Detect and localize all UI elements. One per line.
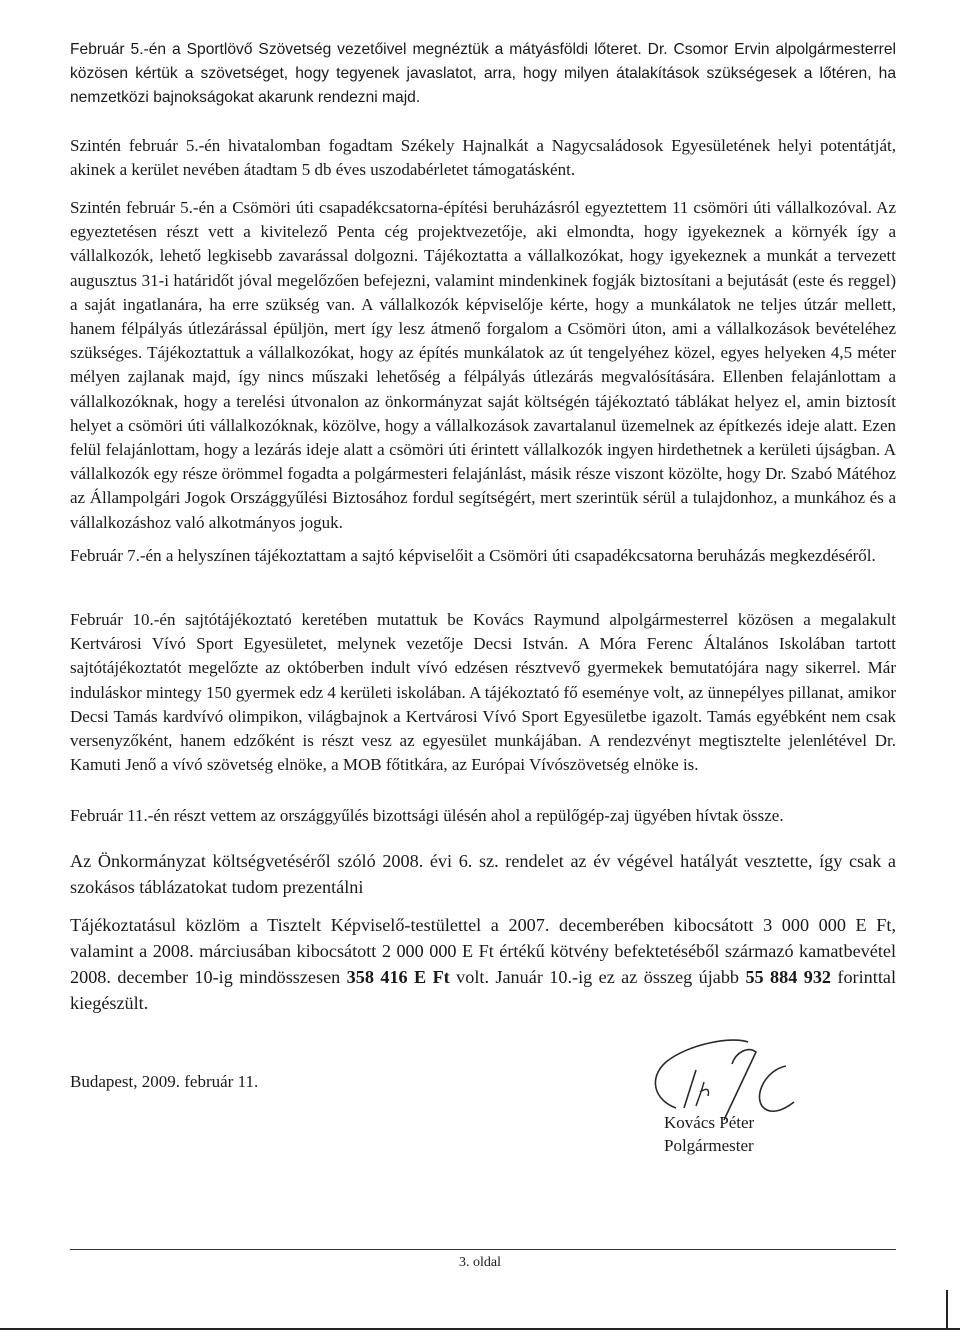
bond-text-2: volt. Január 10.-ig ez az összeg újabb [449,967,746,987]
scan-edge-mark [946,1290,948,1330]
paragraph-fencing-club: Február 10.-én sajtótájékoztató keretében mutattuk be Kovács Raymund alpolgármesterrel közösen a megalakult Kertvárosi Vívó Sport Egyesületet, melynek vezetője Decsi István. A Móra Ferenc Általános Iskolában tartott sajtótájékoztatót megelőzte az októberben indult vívó edzésen résztvevő gyermekek bemutatójára nagy sikerrel. Már induláskor mintegy 150 gyermek edz 4 kerületi iskolában. A tájékoztató fő eseménye volt, az ünnepélyes pillanat, amikor Decsi Tamás kardvívó olimpikon, világbajnok a Kertvárosi Vívó Sport Egyesületbe igazolt. Tamás egyébként nem csak versenyzőként, hanem edzőként is részt vesz az egyesület munkájában. A rendezvényt megtisztelte jelenlétével Dr. Kamuti Jenő a vívó szövetség elnöke, a MOB főtitkára, az Európai Vívószövetség elnöke is. [70,610,896,775]
bond-text-3: forinttal kiegészült. [70,967,896,1013]
signer-name: Kovács Péter [664,1113,755,1132]
paragraph-large-families-association: Szintén február 5.-én hivatalomban fogadtam Székely Hajnalkát a Nagycsaládosok Egyesületének helyi potentátját, akinek a kerület nevében átadtam 5 db éves uszodabérletet támogatásként. [70,136,896,180]
page-number: 3. oldal [459,1255,501,1270]
paragraph-shooting-range: Február 5.-én a Sportlövő Szövetség vezetőivel megnéztük a mátyásföldi lőteret. Dr. Csomor Ervin alpolgármesterrel közösen kértük a szövetséget, hogy tegyenek javaslatot, arra, hogy milyen átalakítások szükségesek a lőtéren, ha nemzetközi bajnokságokat akarunk rendezni majd. [70,41,896,107]
paragraph-committee-meeting: Február 11.-én részt vettem az országgyűlés bizottsági ülésén ahol a repülőgép-zaj ügyében hívtak össze. [70,806,784,825]
bond-amount-interest: 358 416 E Ft [346,967,450,987]
scan-edge-line [0,1328,960,1330]
paragraph-bond-interest [70,912,896,1016]
paragraph-press-briefing: Február 7.-én a helyszínen tájékoztattam a sajtó képviselőit a Csömöri úti csapadékcsatorna beruházás megkezdéséről. [70,546,876,565]
place-and-date: Budapest, 2009. február 11. [70,1072,259,1091]
bond-amount-additional: 55 884 932 [745,967,831,987]
paragraph-drainage-construction: Szintén február 5.-én a Csömöri úti csapadékcsatorna-építési beruházásról egyeztettem 11 csömöri úti vállalkozóval. Az egyeztetésen részt vett a kivitelező Penta cég projektvezetője, aki elmondta, hogy igyekeznek a környék így a vállalkozók, lehető legkisebb zavarással dolgozni. Tájékoztatta a vállalkozókat, hogy igyekeznek a munkát a tervezett augusztus 31-i határidőt jóval megelőzően befejezni, valamint mindenkinek fogják biztosítani a bejutását (este és reggel) a saját ingatlanára, ha erre szükség van. A vállalkozók képviselője kérte, hogy a munkálatok ne teljes útzár mellett, hanem félpályás útlezárással épüljön, mert így lesz átmenő forgalom a Csömöri úton, ami a vállalkozások bevételéhez szükséges. Tájékoztattuk a vállalkozókat, hogy az építés munkálatok az út tengelyéhez közel, egyes helyeken 4,5 méter mélyen zajlanak majd, így nincs műszaki lehetőség a félpályás útlezárás megvalósítására. Ellenben felajánlottam a vállalkozóknak, hogy a terelési útvonalon az önkormányzat saját költségén tájékoztató táblákat helyez el, amin biztosít helyet a csömöri úti vállalkozóknak, közölve, hogy a vállalkozások zavartalanul üzemelnek az építkezés ideje alatt. Ezen felül felajánlottam, hogy a lezárás ideje alatt a csömöri úti érintett vállalkozók ingyen hirdethetnek a kerületi újságban. A vállalkozók egy része örömmel fogadta a polgármesteri felajánlást, másik része viszont közölte, hogy Dr. Szabó Mátéhoz az Állampolgári Jogok Országgyűlési Biztosához fordul segítségért, mert szerintük sérül a tulajdonhoz, a munkához és a vállalkozáshoz való alkotmányos joguk. [70,198,896,532]
footer-divider [70,1249,896,1250]
signatory-block [664,1111,754,1157]
bond-text-1: Tájékoztatásul közlöm a Tisztelt Képviselő-testülettel a 2007. decemberében kibocsátott 3 000 000 E Ft, valamint a 2008. márciusában kibocsátott 2 000 000 E Ft értékű kötvény befektetéséből származó kamatbevétel 2008. december 10-ig mindösszesen [70,915,896,987]
signer-title: Polgármester [664,1136,754,1155]
paragraph-budget-decree: Az Önkormányzat költségvetéséről szóló 2008. évi 6. sz. rendelet az év végével hatályát vesztette, így csak a szokásos táblázatokat tudom prezentálni [70,851,896,897]
